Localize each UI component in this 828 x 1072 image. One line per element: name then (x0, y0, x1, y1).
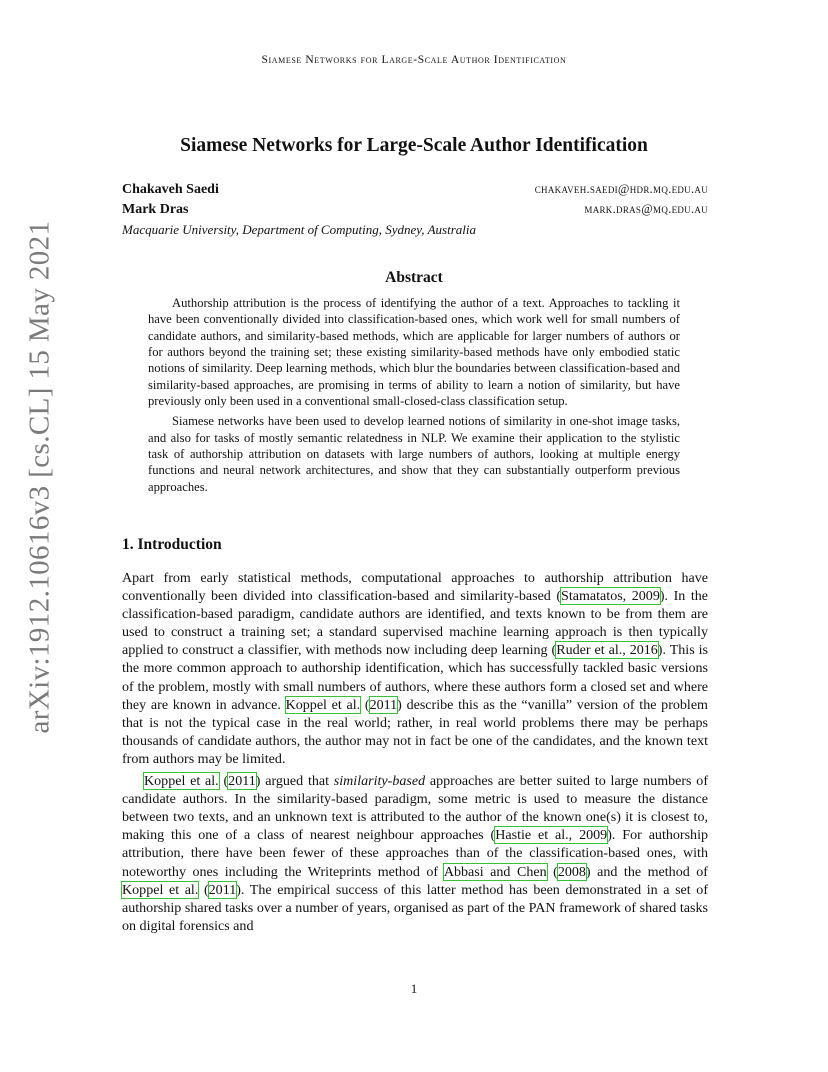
body-text: ). In the classification-based paradigm, candidate authors are identified, and texts known to be from them are used to construct a training set; a standard supervised machine learning approach is then typically applied to construct a classifier, with methods now including deep learning ( (122, 588, 708, 659)
emphasis-text: similarity-based (333, 773, 426, 790)
author-email[interactable]: chakaveh.saedi@hdr.mq.edu.au (534, 182, 708, 196)
paper-title: Siamese Networks for Large-Scale Author Identification (180, 135, 648, 156)
abstract-heading: Abstract (385, 269, 443, 286)
abstract-paragraph: Authorship attribution is the process of identifying the author of a text. Approaches to tackling it have been conventionally divided into classification-based ones, which work well for small numbers of candidate authors, and similarity-based methods, which are applicable for larger numbers of authors or for authors beyond the training set; these existing similarity-based methods have only embodied static notions of similarity. Deep learning methods, which blur the boundaries between classification-based and similarity-based approaches, are promising in terms of ability to learn a notion of similarity, but have previously only been used in a conventional small-closed-class classification setup. (148, 296, 680, 409)
body-text: ( (360, 696, 370, 713)
body-text: Apart from early statistical methods, computational approaches to authorship attribution have conventionally been divided into classification-based and similarity-based ( (122, 570, 708, 605)
body-text: ) and the method of (585, 863, 708, 880)
page-number: 1 (410, 981, 418, 996)
citation-link[interactable]: Stamatatos, 2009 (561, 588, 660, 605)
introduction-body (122, 569, 708, 939)
author-name: Mark Dras (122, 202, 189, 217)
body-text: approaches are better suited to large numbers of candidate authors. In the similarity-based paradigm, some metric is used to measure the distance between two texts, and an unknown text is attributed to the author of the known one(s) it is closest to, making this one of a class of nearest neighbour approaches ( (122, 773, 708, 844)
author-name: Chakaveh Saedi (122, 182, 219, 197)
abstract-paragraph: Siamese networks have been used to develop learned notions of similarity in one-shot image tasks, and also for tasks of mostly semantic relatedness in NLP. We examine their application to the stylistic task of authorship attribution on datasets with large numbers of authors, looking at multiple energy functions and neural network architectures, and show that they can substantially outperform previous approaches. (148, 414, 680, 494)
section-heading: 1. Introduction (122, 536, 222, 553)
running-head: Siamese Networks for Large-Scale Author Identification (261, 54, 567, 66)
citation-link[interactable]: Ruder et al., 2016 (556, 642, 658, 659)
body-text: ). For authorship attribution, there have been fewer of these approaches than of the classification-based ones, with noteworthy ones including the Writeprints method of (122, 827, 709, 880)
citation-link[interactable]: Abbasi and Chen (443, 863, 547, 880)
body-text: ( (546, 863, 558, 880)
body-text: ( (198, 881, 209, 898)
author-row-2 (122, 202, 708, 218)
citation-link[interactable]: 2011 (228, 773, 256, 790)
body-text: ). The empirical success of this latter method has been demonstrated in a set of authorship shared tasks over a number of years, organised as part of the PAN framework of shared tasks on digital forensics and (122, 881, 708, 934)
citation-link[interactable]: 2011 (208, 881, 237, 898)
body-paragraph (122, 772, 708, 935)
body-text: ( (218, 773, 229, 790)
citation-link[interactable]: Koppel et al. (144, 773, 219, 790)
body-text: ) argued that (255, 773, 334, 790)
abstract-body (148, 295, 680, 499)
citation-link[interactable]: Hastie et al., 2009 (495, 827, 608, 844)
citation-link[interactable]: 2011 (369, 696, 398, 713)
affiliation: Macquarie University, Department of Computing, Sydney, Australia (122, 222, 476, 237)
author-row-1 (122, 182, 708, 198)
body-text: ) describe this as the “vanilla” version of the problem that is not the typical case in the real world; rather, in real world problems there may be perhaps thousands of candidate authors, the author may not in fact be one of the candidates, and the known text from authors may be limited. (122, 696, 708, 767)
body-text: ). This is the more common approach to authorship identification, which has successfully tackled basic versions of the problem, mostly with small numbers of authors, where these authors form a closed set and where they are known in advance. (122, 642, 708, 713)
citation-link[interactable]: Koppel et al. (122, 881, 199, 898)
citation-link[interactable]: 2008 (557, 863, 586, 880)
body-paragraph (122, 569, 708, 768)
citation-link[interactable]: Koppel et al. (285, 696, 361, 713)
arxiv-identifier[interactable]: arXiv:1912.10616v3 [cs.CL] 15 May 2021 (23, 220, 56, 734)
author-email[interactable]: mark.dras@mq.edu.au (584, 202, 708, 216)
